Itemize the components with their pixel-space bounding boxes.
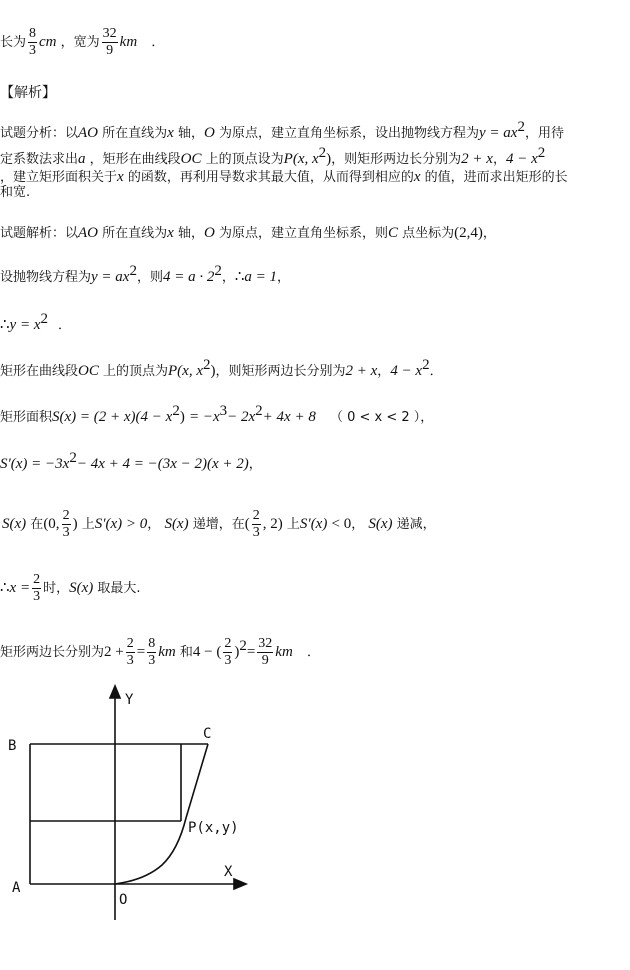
label-c: C xyxy=(203,726,212,742)
solution-line-4: 矩形在曲线段OC 上的顶点为P(x, $x^2$)，则矩形两边长分别为2 + x，$4 - x^2$． xyxy=(0,357,443,379)
label-a: A xyxy=(12,880,21,896)
analysis-line-1: 试题分析：以AO 所在直线为x 轴，O 为原点，建立直角坐标系，设出抛物线方程为$y = ax^2$，用待 xyxy=(0,119,564,141)
geometry-figure xyxy=(0,680,270,930)
analysis-line-4: 和宽. xyxy=(0,185,31,200)
solution-line-6: $S'(x) = -3x^2- 4x + 4 = -(3x - 2)(x + 2)$， xyxy=(0,450,262,472)
answer-line: 长为 $\frac{8}{3}$ cm ，宽为 $\frac{32}{9}$ km ． xyxy=(0,26,165,58)
parabola-curve xyxy=(115,744,208,884)
y-axis-label: Y xyxy=(125,692,134,708)
solution-line-3: ∴y = $x^2$ ． xyxy=(0,311,71,333)
analysis-line-2: 定系数法求出a ，矩形在曲线段OC 上的顶点设为P(x, $x^2$)，则矩形两边长分别为2 + x，$4 - x^2$ xyxy=(0,145,546,167)
x-axis-arrow xyxy=(234,879,246,889)
analysis-line-3: ，建立矩形面积关于x 的函数，再利用导数求其最大值，从而得到相应的x 的值，进而求出矩形的长 xyxy=(0,169,568,185)
x-axis-label: X xyxy=(224,864,233,880)
label-b: B xyxy=(8,738,17,754)
fraction-length: $\frac{8}{3}$ xyxy=(29,26,37,58)
solution-line-1: 试题解析：以AO 所在直线为x 轴，O 为原点，建立直角坐标系，则C 点坐标为(2,4)， xyxy=(0,225,496,241)
y-axis-arrow xyxy=(110,686,120,698)
solution-line-7: S(x) 在(0, $\frac{2}{3}$ ) 上S′(x) > 0， S(x) 递增，在( $\frac{2}{3}$ , 2) 上S′(x) < 0， S(x) 递减， xyxy=(2,508,436,540)
fraction-width: $\frac{32}{9}$ xyxy=(102,26,117,58)
solution-line-9: 矩形两边长分别为2 + $\frac{2}{3}$ = $\frac{8}{3}$ km 和4 − ( $\frac{2}{3}$ )$^2$= $\frac{32}{9}$ km ． xyxy=(0,636,320,668)
label-o: O xyxy=(119,892,128,908)
solution-line-5: 矩形面积$S(x) = (2 + x)(4 - x^2) = -x^3- 2x^2+ 4x + 8$ （ 0 < x < 2 ）， xyxy=(0,403,434,425)
solution-line-8: ∴x = $\frac{2}{3}$ 时，S(x) 取最大. xyxy=(0,572,141,604)
section-heading: 【解析】 xyxy=(0,85,56,101)
solution-line-2: 设抛物线方程为$y = ax^2$，则$4 = a \cdot 2^2$，∴a = 1， xyxy=(0,263,291,285)
label-p: P(x,y) xyxy=(188,820,239,836)
